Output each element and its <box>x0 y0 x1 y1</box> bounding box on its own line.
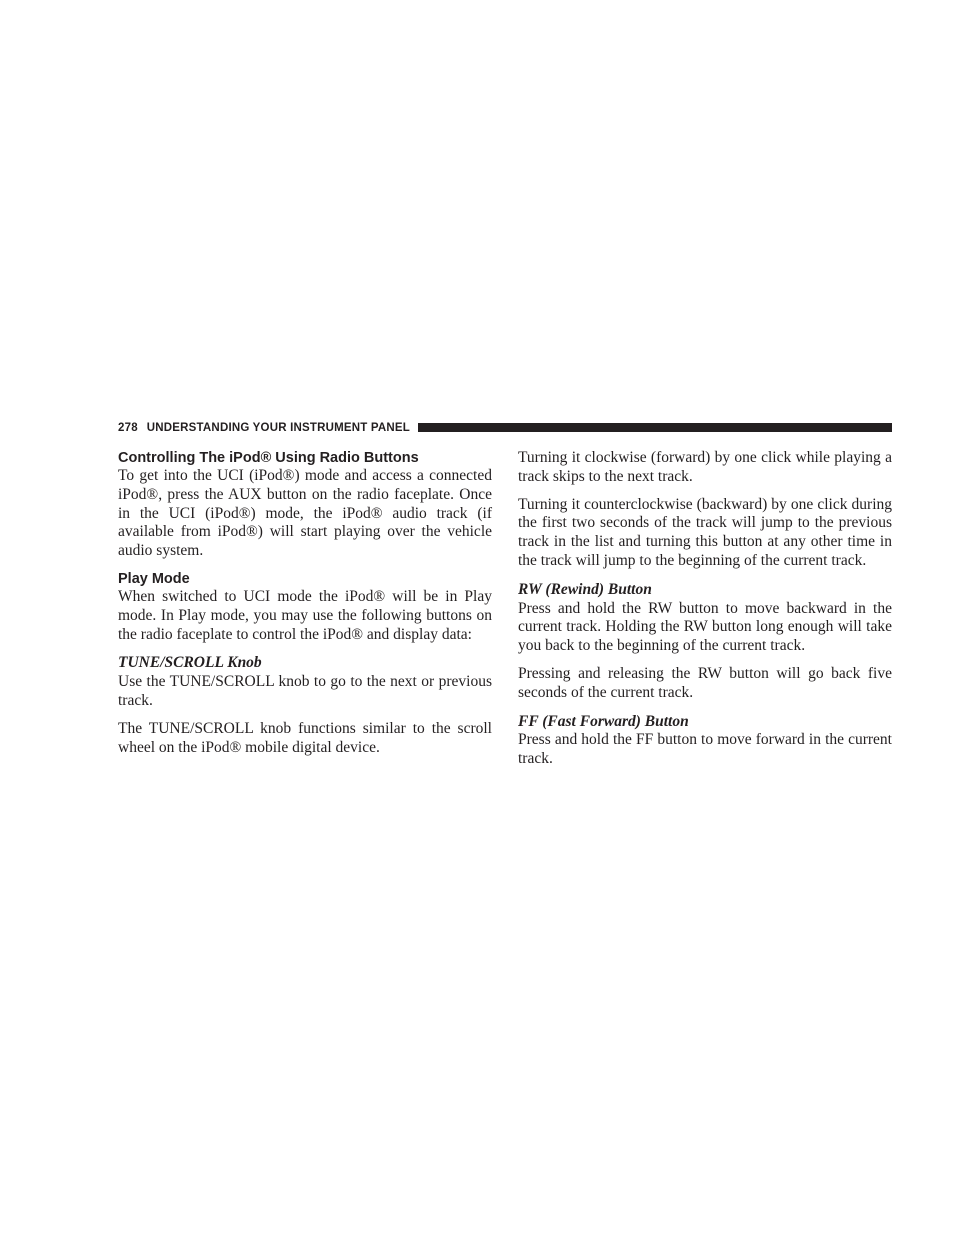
header-rule <box>418 423 892 432</box>
page-number: 278 <box>118 421 138 434</box>
subheading-tune-scroll: TUNE/SCROLL Knob <box>118 654 262 672</box>
subheading-ff-button: FF (Fast Forward) Button <box>518 712 689 730</box>
paragraph-uci-mode: To get into the UCI (iPod®) mode and access a connected iPod®, press the AUX button on the radio faceplate. Once in the UCI (iPod®) mode, the iPod® audio track (if available from iPod®) will start playing over the vehicle audio system. <box>118 467 492 560</box>
paragraph-ff-hold: Press and hold the FF button to move forward in the current track. <box>518 731 892 768</box>
page-header <box>118 419 892 436</box>
right-column <box>518 449 892 769</box>
paragraph-rw-hold: Press and hold the RW button to move backward in the current track. Holding the RW button long enough will take you back to the beginning of the current track. <box>518 599 892 655</box>
paragraph-counterclockwise: Turning it counterclockwise (backward) by one click during the first two seconds of the track will jump to the previous track in the list and turning this button at any other time in the track will jump to the beginning of the current track. <box>518 495 892 569</box>
paragraph-tune-scroll-use: Use the TUNE/SCROLL knob to go to the next or previous track. <box>118 673 492 709</box>
left-column <box>118 449 492 757</box>
section-title: UNDERSTANDING YOUR INSTRUMENT PANEL <box>146 421 410 434</box>
paragraph-tune-scroll-function: The TUNE/SCROLL knob functions similar to the scroll wheel on the iPod® mobile digital device. <box>118 719 492 756</box>
paragraph-play-mode: When switched to UCI mode the iPod® will be in Play mode. In Play mode, you may use the following buttons on the radio faceplate to control the iPod® and display data: <box>118 587 492 643</box>
paragraph-rw-press: Pressing and releasing the RW button will go back five seconds of the current track. <box>518 664 892 701</box>
paragraph-clockwise: Turning it clockwise (forward) by one click while playing a track skips to the next track. <box>518 449 892 485</box>
heading-play-mode: Play Mode <box>118 570 190 587</box>
heading-controlling-ipod: Controlling The iPod® Using Radio Buttons <box>118 450 419 466</box>
subheading-rw-button: RW (Rewind) Button <box>518 580 652 598</box>
